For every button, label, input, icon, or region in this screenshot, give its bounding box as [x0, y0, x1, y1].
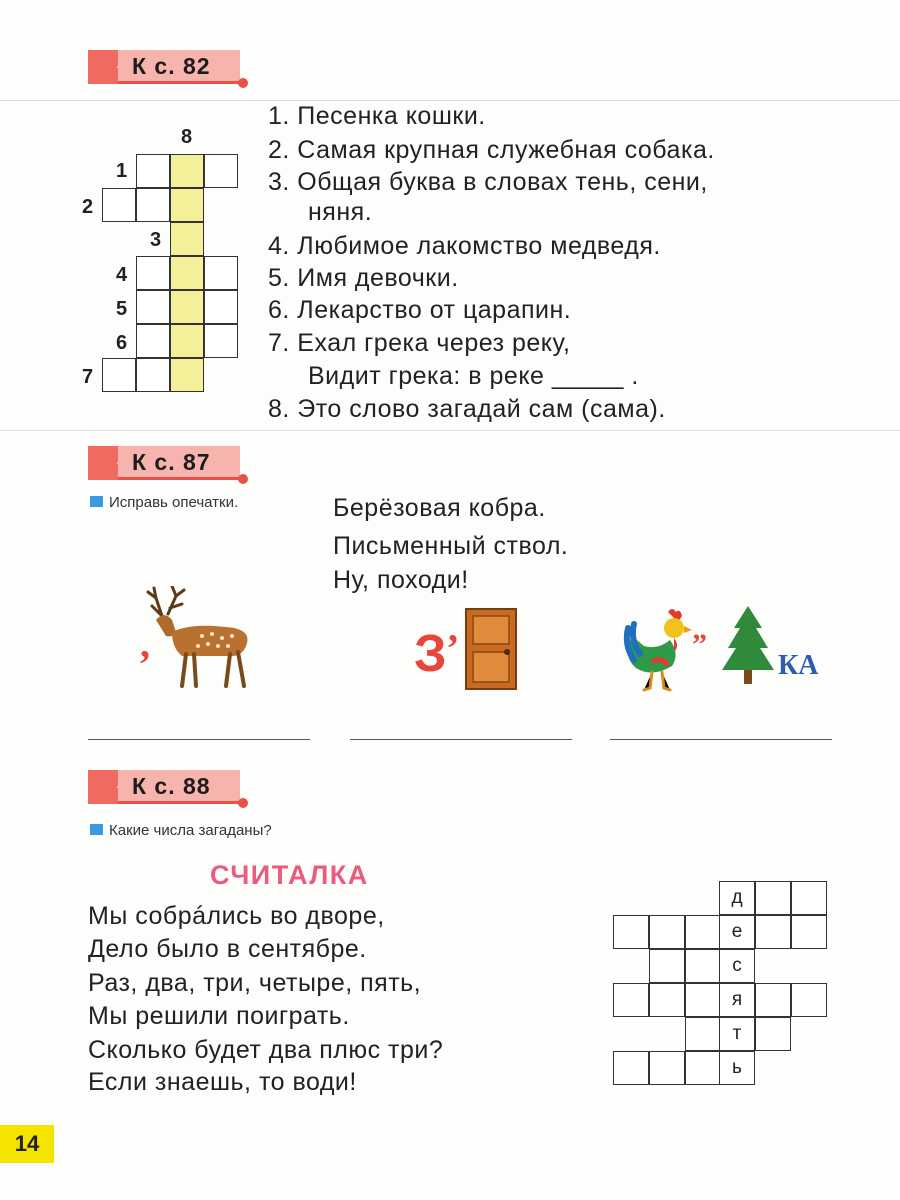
clue-item: 8. Это слово загадай сам (сама).: [268, 395, 666, 423]
grid-cell: [791, 915, 827, 949]
section-tag-88: [88, 770, 248, 804]
typo-line: Письменный ствол.: [333, 532, 569, 560]
crossword-cell: [204, 256, 238, 290]
grid-cell: [685, 915, 721, 949]
grid-cell: [755, 983, 791, 1017]
clue-item: 2. Самая крупная служебная собака.: [268, 136, 715, 164]
poem-line: Раз, два, три, четыре, пять,: [88, 969, 422, 997]
rebus-comma: ,: [448, 605, 458, 650]
door-icon: [465, 608, 517, 690]
grid-cell-letter: т: [719, 1017, 755, 1051]
grid-cell: [649, 949, 685, 983]
grid-cell: [649, 1051, 685, 1085]
grid-cell-letter: е: [719, 915, 755, 949]
fir-tree-icon: [718, 606, 778, 692]
instruction-numbers: Какие числа загаданы?: [90, 822, 272, 839]
grid-cell: [649, 915, 685, 949]
crossword-cell: [170, 188, 204, 222]
grid-cell: [685, 1017, 721, 1051]
grid-cell-letter: ь: [719, 1051, 755, 1085]
crossword-cell: [170, 222, 204, 256]
crossword-cell: [136, 154, 170, 188]
grid-cell: [613, 915, 649, 949]
grid-cell: [649, 983, 685, 1017]
grid-cell: [755, 881, 791, 915]
section-tag-label: К с. 88: [132, 773, 211, 799]
clue-item: 7. Ехал грека через реку,: [268, 329, 571, 357]
grid-cell: [791, 983, 827, 1017]
rebus-quote: ”: [692, 628, 707, 661]
section-tag-label: К с. 87: [132, 449, 211, 475]
poem-line: Мы собрáлись во дворе,: [88, 902, 385, 930]
top-rule: [0, 100, 900, 101]
grid-cell: [755, 915, 791, 949]
clue-item: 1. Песенка кошки.: [268, 102, 486, 130]
crossword-cell: [204, 324, 238, 358]
crossword-number: 2: [82, 196, 94, 218]
grid-cell: [685, 949, 721, 983]
crossword-cell: [170, 290, 204, 324]
clue-item: 3. Общая буква в словах тень, сени,: [268, 168, 708, 196]
grid-cell: [685, 983, 721, 1017]
typo-line: Берёзовая кобра.: [333, 494, 546, 522]
crossword-number: 5: [116, 298, 128, 320]
crossword-cell: [102, 188, 136, 222]
clue-item: 6. Лекарство от царапин.: [268, 296, 572, 324]
grid-cell-letter: с: [719, 949, 755, 983]
grid-cell: [613, 1051, 649, 1085]
page-number: 14: [0, 1125, 54, 1163]
poem-line: Мы решили поиграть.: [88, 1002, 350, 1030]
poem-title: СЧИТАЛКА: [210, 860, 369, 890]
crossword-number: 8: [181, 126, 193, 148]
crossword-cell: [136, 188, 170, 222]
crossword-number: 7: [82, 366, 94, 388]
grid-cell-letter: д: [719, 881, 755, 915]
crossword-cell: [170, 324, 204, 358]
crossword-cell: [170, 358, 204, 392]
grid-cell: [791, 881, 827, 915]
crossword-cell: [170, 256, 204, 290]
rooster-icon: [622, 606, 692, 692]
section-tag-87: [88, 446, 248, 480]
answer-line[interactable]: [88, 739, 310, 740]
clue-item: 4. Любимое лакомство медведя.: [268, 232, 661, 260]
crossword-number: 4: [116, 264, 128, 286]
mid-rule: [0, 430, 900, 431]
answer-line[interactable]: [610, 739, 832, 740]
poem-line: Сколько будет два плюс три?: [88, 1036, 444, 1064]
clue-item-continuation: няня.: [308, 198, 373, 226]
rebus-letter-z: З: [414, 625, 447, 683]
grid-cell: [755, 1017, 791, 1051]
poem-line: Если знаешь, то води!: [88, 1068, 357, 1096]
crossword-number: 6: [116, 332, 128, 354]
grid-cell-letter: я: [719, 983, 755, 1017]
rebus-comma: ,: [140, 621, 150, 666]
grid-cell: [613, 983, 649, 1017]
crossword-cell: [170, 154, 204, 188]
answer-line[interactable]: [350, 739, 572, 740]
crossword-cell: [136, 324, 170, 358]
instruction-fix-typos: Исправь опечатки.: [90, 494, 238, 511]
crossword-cell: [136, 290, 170, 324]
crossword-cell: [102, 358, 136, 392]
crossword-cell: [204, 154, 238, 188]
poem-line: Дело было в сентябре.: [88, 935, 367, 963]
crossword-cell: [204, 290, 238, 324]
crossword-cell: [136, 256, 170, 290]
crossword-number: 3: [150, 229, 162, 251]
crossword-number: 1: [116, 160, 128, 182]
typo-line: Ну, походи!: [333, 566, 469, 594]
section-tag-label: К с. 82: [132, 53, 211, 79]
clue-item-continuation: Видит грека: в реке _____ .: [308, 362, 639, 390]
clue-item: 5. Имя девочки.: [268, 264, 459, 292]
section-tag-82: [88, 50, 248, 84]
grid-cell: [685, 1051, 721, 1085]
deer-icon: [142, 586, 260, 690]
crossword-cell: [136, 358, 170, 392]
rebus-ka: КА: [778, 650, 819, 681]
